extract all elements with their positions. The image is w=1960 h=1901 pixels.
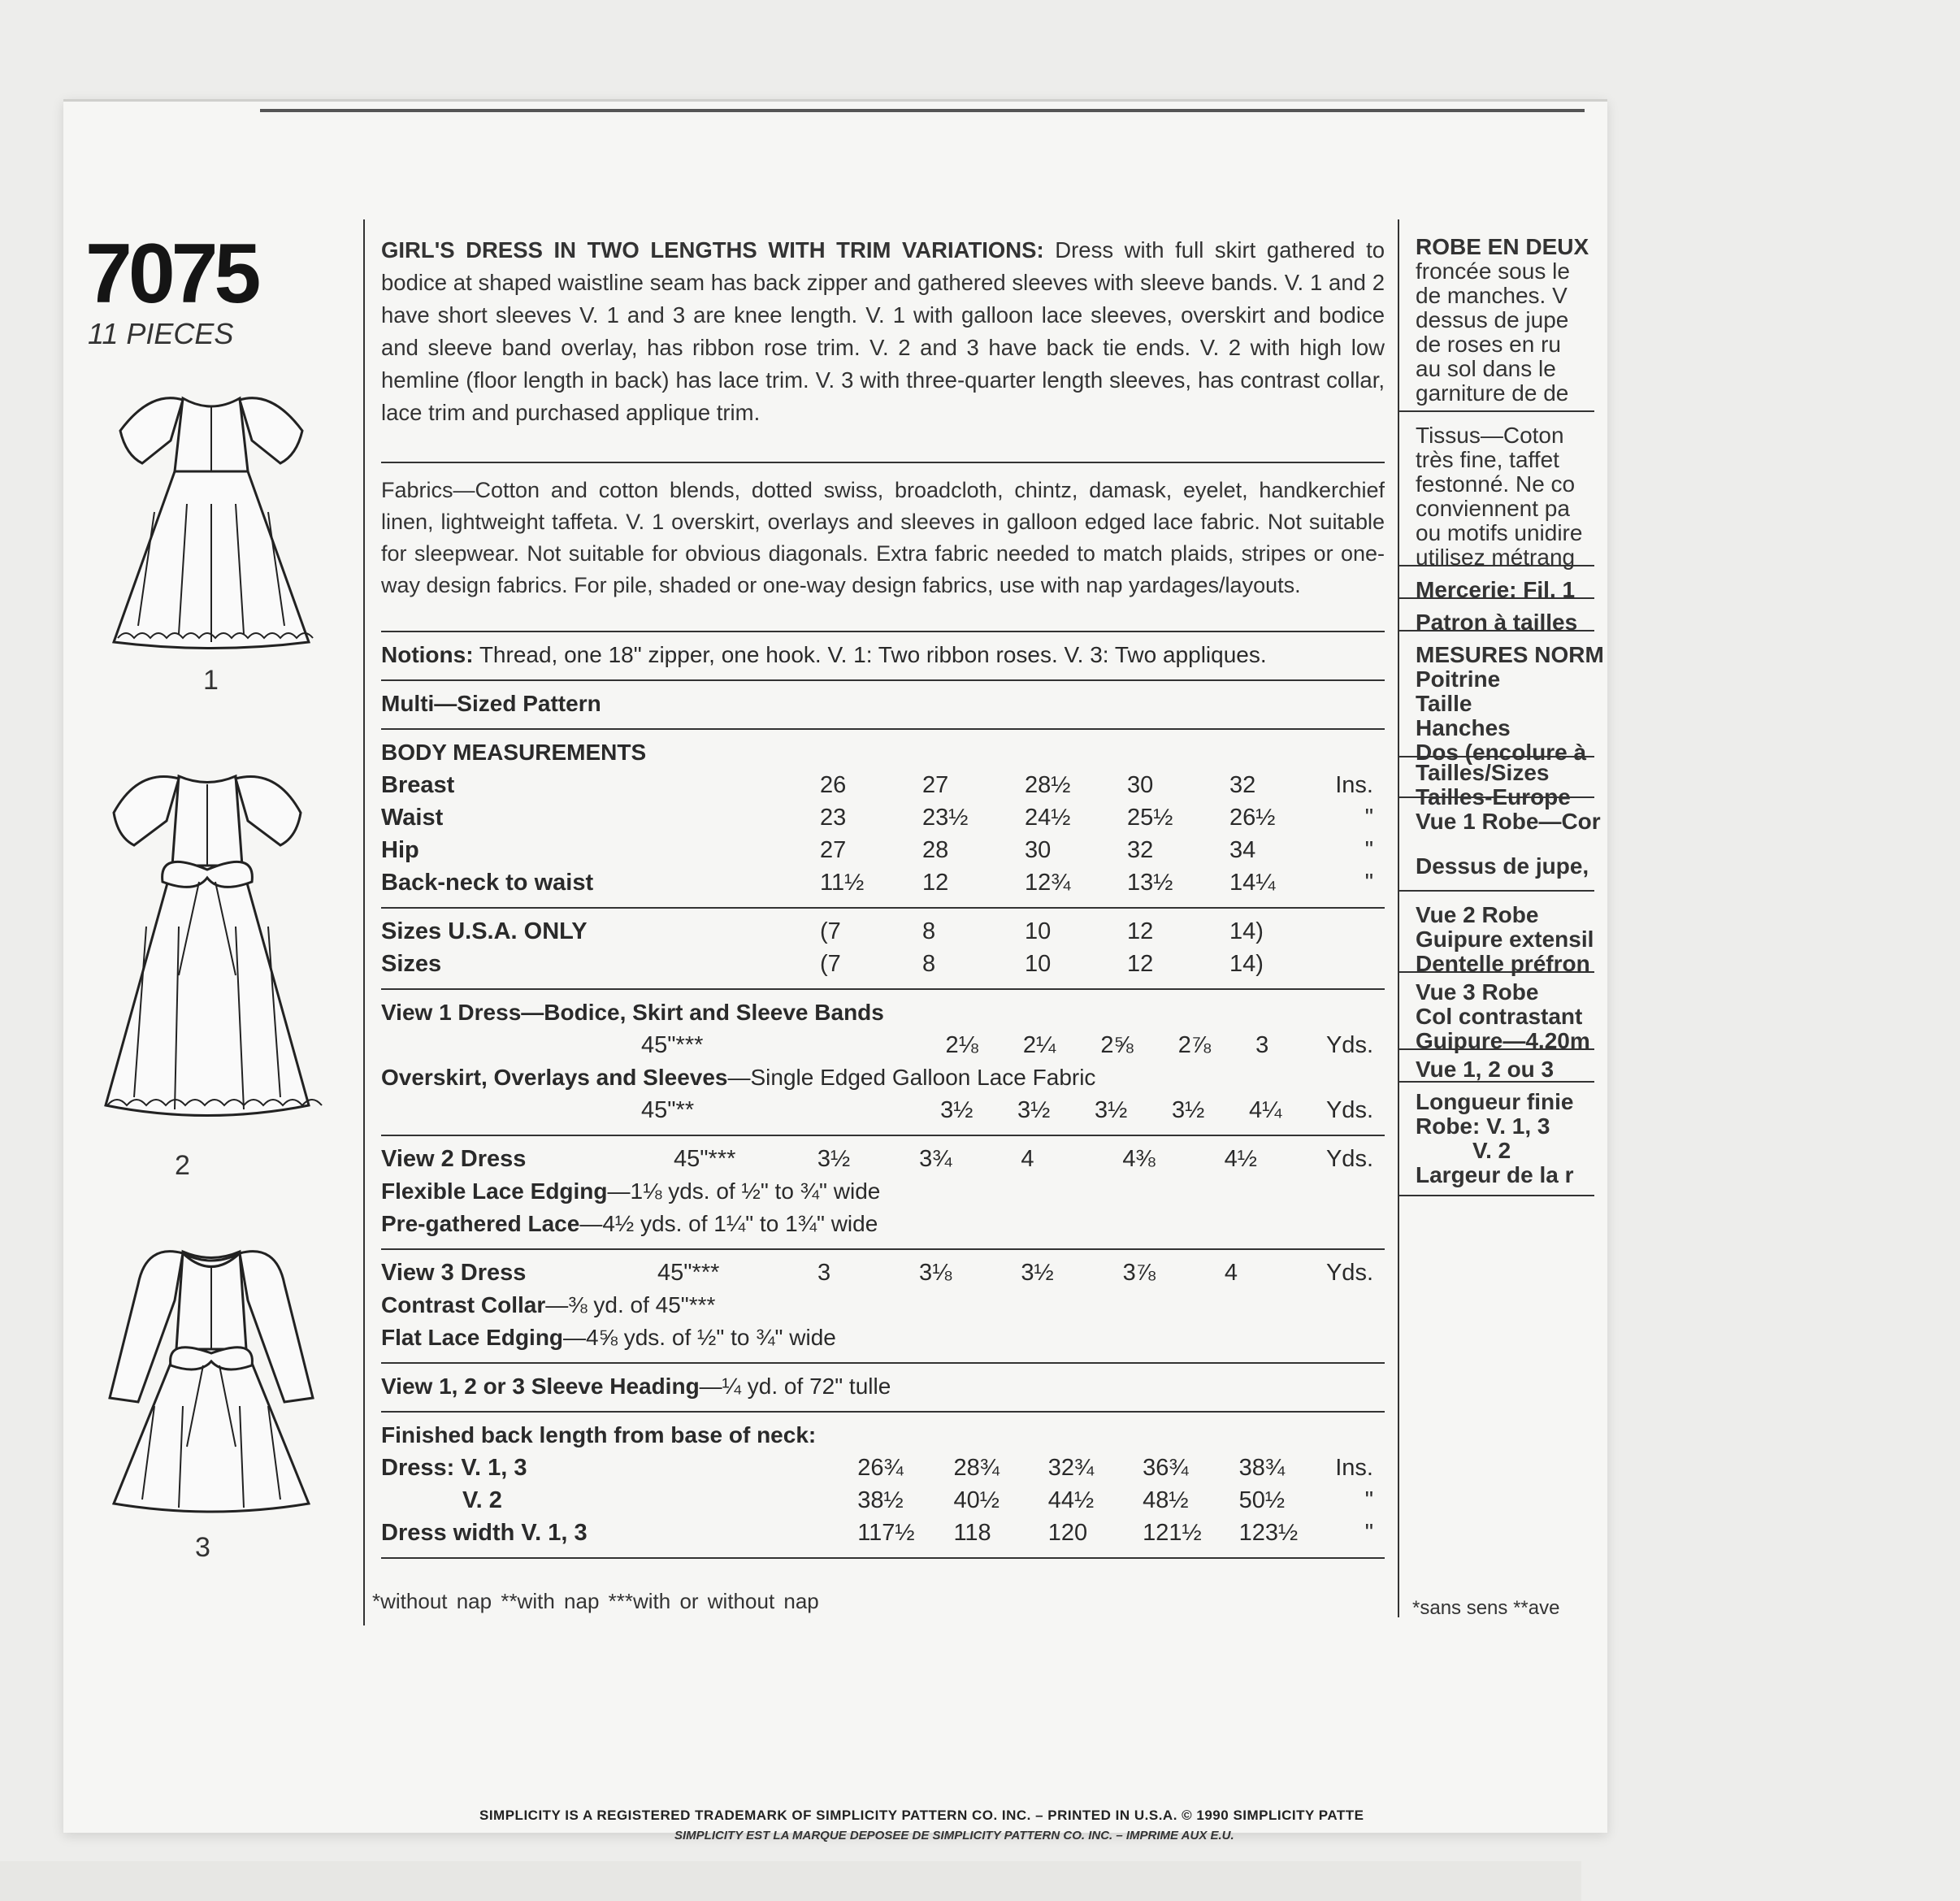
french-line: MESURES NORM bbox=[1416, 642, 1604, 667]
view-3-label: 3 bbox=[195, 1532, 210, 1563]
table-row: Sizes U.S.A. ONLY (7 8 10 12 14) bbox=[381, 918, 1264, 944]
table-row: View 2 Dress 45"*** 3½ 3¾ 4 4⅜ 4½ Yds. bbox=[381, 1145, 1373, 1172]
french-line: Poitrine bbox=[1416, 666, 1501, 692]
french-line: utilisez métrang bbox=[1416, 545, 1576, 570]
finished-length-section bbox=[381, 1411, 1385, 1559]
divider bbox=[1399, 796, 1594, 798]
view-1-yardage-table bbox=[381, 1029, 1385, 1061]
table-row: Sizes (7 8 10 12 14) bbox=[381, 950, 1264, 977]
pieces-count: 11 PIECES bbox=[88, 317, 234, 350]
description-heading: GIRL'S DRESS IN TWO LENGTHS WITH TRIM VARIATIONS: bbox=[381, 237, 1044, 263]
table-row: Back-neck to waist 11½ 12 12¾ 13½ 14¼ " bbox=[381, 869, 1373, 896]
view-2-yardage-table bbox=[381, 1143, 1385, 1175]
flexible-lace-text: —1⅛ yds. of ½" to ¾" wide bbox=[607, 1178, 881, 1204]
divider bbox=[1399, 1081, 1594, 1083]
table-row: Breast 26 27 28½ 30 32 Ins. bbox=[381, 771, 1373, 798]
pattern-description bbox=[381, 234, 1385, 429]
french-line: Vue 2 Robe bbox=[1416, 902, 1539, 927]
divider bbox=[1399, 1048, 1594, 1050]
fabrics-section bbox=[381, 475, 1385, 601]
view-3-yardage-section bbox=[381, 1248, 1385, 1362]
notions-section bbox=[381, 631, 1385, 679]
view-1-lace-yardage-table bbox=[381, 1094, 1385, 1126]
french-line: Tissus—Coton bbox=[1416, 423, 1564, 448]
french-line: Dentelle préfron bbox=[1416, 951, 1590, 976]
contrast-collar-text: —⅜ yd. of 45"*** bbox=[545, 1292, 716, 1317]
divider bbox=[1399, 1195, 1594, 1196]
table-row: Waist 23 23½ 24½ 25½ 26½ " bbox=[381, 804, 1373, 831]
french-line: Patron à tailles bbox=[1416, 610, 1578, 635]
french-footnote: *sans sens **ave bbox=[1412, 1597, 1560, 1619]
french-line: Taille bbox=[1416, 691, 1472, 716]
french-line: Hanches bbox=[1416, 715, 1511, 740]
french-line: Longueur finie bbox=[1416, 1089, 1574, 1114]
notions-heading: Notions: bbox=[381, 642, 474, 667]
view-1-yardage-section bbox=[381, 988, 1385, 1135]
divider bbox=[381, 462, 1385, 463]
view-3-yardage-table bbox=[381, 1256, 1385, 1289]
overskirt-heading: Overskirt, Overlays and Sleeves bbox=[381, 1065, 728, 1090]
contrast-collar-heading: Contrast Collar bbox=[381, 1292, 546, 1317]
french-line: Vue 1, 2 ou 3 bbox=[1416, 1057, 1555, 1082]
view-2-yardage-section bbox=[381, 1135, 1385, 1248]
french-line: Dos (encolure à bbox=[1416, 740, 1587, 765]
divider bbox=[1399, 756, 1594, 757]
french-line: conviennent pa bbox=[1416, 496, 1570, 521]
nap-footnote: *without nap **with nap ***with or without nap bbox=[372, 1589, 819, 1613]
sleeve-heading-section bbox=[381, 1362, 1385, 1411]
table-row: Dress: V. 1, 3 26¾ 28¾ 32¾ 36¾ 38¾ Ins. bbox=[381, 1454, 1373, 1481]
multi-sized-label: Multi—Sized Pattern bbox=[381, 691, 601, 716]
table-row: Dress width V. 1, 3 117½ 118 120 121½ 123½ " bbox=[381, 1519, 1373, 1546]
french-line: ROBE EN DEUX bbox=[1416, 234, 1589, 259]
french-line: Mercerie: Fil. 1 bbox=[1416, 577, 1576, 602]
pregathered-lace-text: —4½ yds. of 1¼" to 1¾" wide bbox=[579, 1211, 878, 1236]
french-line: Largeur de la r bbox=[1416, 1162, 1574, 1187]
table-row: Hip 27 28 30 32 34 " bbox=[381, 836, 1373, 863]
flexible-lace-heading: Flexible Lace Edging bbox=[381, 1178, 608, 1204]
fabrics-heading: Fabrics bbox=[381, 478, 453, 502]
table-row: V. 2 38½ 40½ 44½ 48½ 50½ " bbox=[462, 1487, 1373, 1513]
sleeve-heading-text: —¼ yd. of 72" tulle bbox=[699, 1374, 891, 1399]
body-measurements-table bbox=[381, 769, 1385, 899]
table-row: 45"** 3½ 3½ 3½ 3½ 4¼ Yds. bbox=[641, 1096, 1373, 1123]
finished-length-heading: Finished back length from base of neck: bbox=[381, 1422, 817, 1447]
view-1-label: 1 bbox=[203, 665, 219, 696]
french-line: de roses en ru bbox=[1416, 332, 1561, 357]
french-line: Guipure—4.20m bbox=[1416, 1028, 1590, 1053]
trademark-line-french: SIMPLICITY EST LA MARQUE DEPOSEE DE SIMPLICITY PATTERN CO. INC. – IMPRIME AUX E.U. bbox=[674, 1829, 1234, 1842]
french-line: Robe: V. 1, 3 bbox=[1416, 1113, 1550, 1139]
french-line: Vue 3 Robe bbox=[1416, 979, 1539, 1005]
french-line: Tailles/Sizes bbox=[1416, 760, 1550, 785]
french-line: Vue 1 Robe—Cor bbox=[1416, 809, 1601, 834]
notions-body: Thread, one 18" zipper, one hook. V. 1: Two ribbon roses. V. 3: Two appliques. bbox=[479, 642, 1267, 667]
body-measurements-heading: BODY MEASUREMENTS bbox=[381, 740, 647, 765]
english-instructions-column bbox=[363, 219, 1385, 1625]
divider bbox=[1399, 565, 1594, 566]
body-measurements-section bbox=[381, 728, 1385, 907]
french-line: au sol dans le bbox=[1416, 356, 1556, 381]
pregathered-lace-heading: Pre-gathered Lace bbox=[381, 1211, 580, 1236]
description-body: Dress with full skirt gathered to bodice at shaped waistline seam has back zipper and gathered sleeves with sleeve bands. V. 1 and 2 have short sleeves V. 1 and 3 are knee length. V. 1 with galloon lace sleeves, overskirt and bodice and sleeve band overlay, has ribbon rose trim. V. 2 and 3 have back tie ends. V. 2 with high low hemline (floor length in back) has lace trim. V. 3 with three-quarter length sleeves, has contrast collar, lace trim and purchased applique trim. bbox=[381, 237, 1385, 425]
view-3-dress-illustration bbox=[98, 1235, 325, 1528]
pattern-number: 7075 bbox=[85, 227, 258, 321]
sizes-table bbox=[381, 915, 1385, 980]
divider bbox=[1399, 890, 1594, 892]
french-line: dessus de jupe bbox=[1416, 307, 1569, 332]
flat-lace-text: —4⅝ yds. of ½" to ¾" wide bbox=[563, 1325, 836, 1350]
multi-sized-section bbox=[381, 679, 1385, 728]
sleeve-heading-label: View 1, 2 or 3 Sleeve Heading bbox=[381, 1374, 700, 1399]
french-line: froncée sous le bbox=[1416, 258, 1570, 284]
french-line: garniture de de bbox=[1416, 380, 1569, 406]
divider bbox=[1399, 597, 1594, 599]
envelope-top-edge bbox=[260, 109, 1585, 124]
french-line: de manches. V bbox=[1416, 283, 1568, 308]
flat-lace-heading: Flat Lace Edging bbox=[381, 1325, 564, 1350]
sizes-section bbox=[381, 907, 1385, 988]
view-1-heading: View 1 Dress—Bodice, Skirt and Sleeve Bands bbox=[381, 1000, 884, 1025]
view-2-label: 2 bbox=[175, 1150, 190, 1181]
french-line: ou motifs unidire bbox=[1416, 520, 1583, 545]
french-line: Tailles-Europe bbox=[1416, 784, 1571, 809]
french-line: V. 2 bbox=[1472, 1138, 1511, 1163]
envelope-bottom-edge bbox=[0, 1861, 1581, 1901]
divider bbox=[1399, 630, 1594, 631]
french-instructions-column bbox=[1398, 219, 1604, 1617]
overskirt-text: —Single Edged Galloon Lace Fabric bbox=[727, 1065, 1096, 1090]
divider bbox=[1399, 971, 1594, 973]
french-line: Dessus de jupe, bbox=[1416, 853, 1589, 879]
table-row: View 3 Dress 45"*** 3 3⅛ 3½ 3⅞ 4 Yds. bbox=[381, 1259, 1373, 1286]
table-row: 45"*** 2⅛ 2¼ 2⅝ 2⅞ 3 Yds. bbox=[641, 1031, 1373, 1058]
french-line: festonné. Ne co bbox=[1416, 471, 1576, 497]
french-line: très fine, taffet bbox=[1416, 447, 1559, 472]
fabrics-body: —Cotton and cotton blends, dotted swiss, broadcloth, chintz, damask, eyelet, handkerchief linen, lightweight taffeta. V. 1 overskirt, overlays and sleeves in galloon edged lace fabric. Not suitable for sleepwear. Not suitable for obvious diagonals. Extra fabric needed to match plaids, stripes or one-way design fabrics. For pile, shaded or one-way design fabrics, use with nap yardages/layouts. bbox=[381, 478, 1385, 597]
divider bbox=[1399, 410, 1594, 412]
view-2-dress-illustration bbox=[89, 764, 325, 1138]
trademark-line-english: SIMPLICITY IS A REGISTERED TRADEMARK OF SIMPLICITY PATTERN CO. INC. – PRINTED IN U.S.A. © 1990 SIMPLICITY PATTE bbox=[479, 1808, 1364, 1823]
finished-length-table bbox=[381, 1452, 1385, 1549]
view-1-dress-illustration bbox=[106, 382, 317, 658]
french-line: Guipure extensil bbox=[1416, 927, 1594, 952]
french-line: Col contrastant bbox=[1416, 1004, 1583, 1029]
